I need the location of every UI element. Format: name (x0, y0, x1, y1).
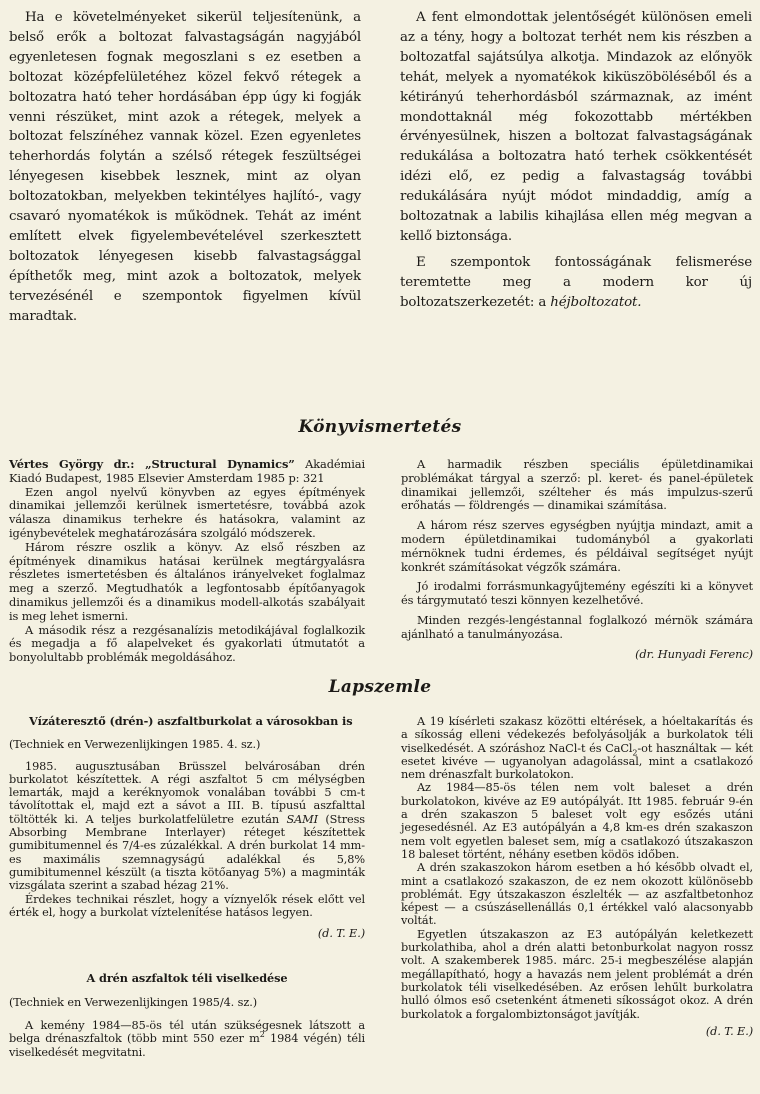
article-1-signature: (d. T. E.) (317, 927, 365, 941)
conclusion-emphasis: héjboltozatot. (550, 294, 642, 310)
subscript-2: 2 (632, 747, 638, 757)
book-paragraph-2: Három részre oszlik a könyv. Az első részben az építmények dinamikus hatásai kerülnek megtárgyalásra részletes ismertetésben és általános irányelveket foglalmaz meg a szerző. Megtudhatók a legfontosabb építőanyagok dinamikus jellemzői és a dinamikus modell-alkotás szabályait is meg lehet ismerni. (9, 539, 365, 623)
article-2-title: A drén aszfaltok téli viselkedése (86, 971, 288, 986)
top-left-paragraph: Ha e követelményeket sikerül teljesítenünk, a belső erők a boltozat falvastagságán nagyjából egyenletesen fognak megoszlani s ez esetben a boltozat középfelületéhez közel fekvő rétegek a boltozatra ható teher hordásában épp úgy ki fogják venni részüket, mint azok a rétegek, melyek a boltozat felszínéhez vannak közel. Ezen egyenletes teherhordás folytán a szélső rétegek feszültségei lényegesen kisebbek lesznek, mint az olyan boltozatokban, melyekben tekintélyes hajlító-, vagy csavaró nyomatékok is működnek. Tehát az imént említett elvek figyelembevételével szerkesztett boltozatok lényegesen kisebb falvastagsággal építhetők meg, mint azok a boltozatok, melyek tervezésénél e szempontok figyelmen kívül maradtak. (9, 10, 361, 324)
book-review-left-column (9, 458, 365, 665)
section-title-lapszemle: Lapszemle (328, 677, 432, 697)
book-author-title: Vértes György dr.: „Structural Dynamics” (9, 457, 295, 471)
lapszemle-right-paragraph-3: A drén szakaszokon három esetben a hó később olvadt el, mint a csatlakozó szakaszon, de ez nem okozott különösebb problémát. Egy útszakaszon észlelték — az aszfaltbetonhoz képest — a csúszásellenállás 0,1 értékkel való alacsonyabb voltát. (401, 861, 753, 928)
lapszemle-right-signature: (d. T. E.) (705, 1024, 753, 1038)
lapszemle-right-column (401, 715, 753, 1038)
top-right-column (400, 8, 752, 313)
article-2-source: (Techniek en Verwezenlijkingen 1985/4. sz.) (9, 995, 258, 1009)
book-paragraph-1: Ezen angol nyelvű könyvben az egyes építmények dinamikai jellemzői kerülnek ismertetésre, továbbá azok válasza dinamikus terhekre és hatásokra, valamint az igénybevételek meghatározására szolgáló módszerek. (9, 484, 365, 540)
book-paragraph-3: A második rész a rezgésanalízis metodikájával foglalkozik és megadja a fő alapelveket és gyakorlati útmutatót a bonyolultabb problémák megoldásához. (9, 622, 365, 665)
article-1-source: (Techniek en Verwezenlijkingen 1985. 4. sz.) (9, 738, 261, 752)
book-paragraph-7: Minden rezgés-lengéstannal foglalkozó mérnök számára ajánlható a tanulmányozása. (401, 612, 753, 641)
lapszemle-right-paragraph-4: Egyetlen útszakaszon az E3 autópályán keletkezett burkolathiba, ahol a drén alatti betonburkolat nagyon rossz volt. A szakemberek 1985. márc. 25-i megbeszélése alapján megállapítható, hogy a havazás nem jelent problémát a drén burkolatok téli viselkedésében. Az erősen lehűlt burkolatra hulló ólmos eső csetenként átmeneti síkosságot okoz. A drén burkolatok a forgalombiztonságot javítják. (401, 927, 753, 1021)
book-paragraph-4: A harmadik részben speciális épületdinamikai problémákat tárgyal a szerző: pl. keret- és panel-épületek dinamikai jellemzői, szélteher és más impulzus-szerű erőhatás — földrengés — dinamikai számítása. (401, 457, 753, 513)
article-1-title: Vízáteresztő (drén-) aszfaltburkolat a városokban is (29, 714, 353, 728)
book-publisher: Akadémiai Kiadó Budapest, 1985 Elsevier Amsterdam 1985 p: 321 (9, 457, 366, 485)
section-title-konyvismertetes: Könyvismertetés (298, 417, 462, 437)
book-heading (9, 458, 365, 486)
book-paragraph-6: Jó irodalmi forrásmunkagyűjtemény egészíti ki a könyvet és tárgymutató teszi könnyen kezelhetővé. (401, 579, 753, 608)
lapszemle-right-paragraph-2: Az 1984—85-ös télen nem volt baleset a drén burkolatokon, kivéve az E9 autópályát. Itt 1985. február 9-én a drén szakaszon 5 baleset volt egy esőzés utáni jegesedésnél. Az E3 autópályán a 4,8 km-es drén szakaszon nem volt egyetlen baleset sem, míg a csatlakozó útszakaszon 18 baleset történt, néhány esetben ködös időben. (401, 781, 753, 861)
salt-text-a: A 19 kísérleti szakasz közötti eltérések, a hóeltakarítás és a síkosság elleni védekezés befolyásolják a burkolatok téli viselkedését. A szóráshoz NaCl-t és CaCl (401, 715, 753, 755)
top-right-paragraph-1: A fent elmondottak jelentőségét különösen emeli az a tény, hogy a boltozat terhét nem kis részben a boltozatfal sajátsúlya alkotja. Mindazok az előnyök tehát, melyek a nyomatékok kiküszöböléséből és a kétirányú teherhordásból származnak, az imént mondottaknál még fokozottabb mértékben érvényesülnek, hiszen a boltozat falvastagságának redukálása a boltozatra ható terhek csökkentését idézi elő, ez pedig a falvastagság további redukálására nyújt módot mindaddig, amíg a boltozatnak a labilis kihajlása ellen még megvan a kellő biztonsága. (400, 10, 752, 244)
conclusion-text: E szempontok fontosságának felismerése teremtette meg a modern kor új boltozatszerkezetét: a (400, 254, 752, 310)
lapszemle-left-column (9, 715, 365, 1059)
article-1-paragraph-1 (9, 760, 365, 893)
article-1-text-a: 1985. augusztusában Brüsszel belvárosában drén burkolatot készítettek. A régi aszfaltot 5 cm mélységben lemarták, majd a keréknyomok vonalában további 5 cm-t távolítottak el, majd ezt a sávot a III. B. típusú aszfalttal töltötték ki. A teljes burkolatfelületre ezután (9, 759, 365, 826)
lapszemle-right-paragraph-1 (401, 715, 753, 781)
sami-term: SAMI (286, 812, 318, 826)
article-2-text-a: A kemény 1984—85-ös tél után szükségesnek látszott a belga drénaszfaltok (több mint 550 ezer m (9, 1019, 365, 1046)
superscript-2: 2 (259, 1030, 265, 1040)
article-1-paragraph-2: Érdekes technikai részlet, hogy a víznyelők rések előtt vel érték el, hogy a burkolat víztelenítése hatásos legyen. (9, 892, 365, 919)
top-right-paragraph-2 (400, 253, 752, 313)
book-review-right-column (401, 458, 753, 661)
salt-text-b: -ot használtak — két esetet kivéve — ugyanolyan adagolással, mint a csatlakozó nem drénaszfalt burkolatokon. (401, 741, 753, 782)
article-2-paragraph-1 (9, 1019, 365, 1059)
article-1-text-b: (Stress Absorbing Membrane Interlayer) réteget készítettek gumibitumennel és 7/4-es zúzalékkal. A drén burkolat 14 mm-es maximális szemnagyságú adalékkal és 5,8% gumibitumennel készült (a tiszta kötőanyag 5%) a magminták vizsgálata szerint a szabad hézag 21%. (9, 812, 365, 893)
book-paragraph-5: A három rész szerves egységben nyújtja mindazt, amit a modern épületdinamikai tudományból a gyakorlati mérnöknek tudni érdemes, és példáival segítséget nyújt konkrét számításokat végzők számára. (401, 518, 753, 574)
top-left-column (9, 8, 361, 327)
article-2-text-b: 1984 végén) téli viselkedését megvitatni. (9, 1032, 365, 1059)
book-review-signature: (dr. Hunyadi Ferenc) (635, 646, 753, 661)
